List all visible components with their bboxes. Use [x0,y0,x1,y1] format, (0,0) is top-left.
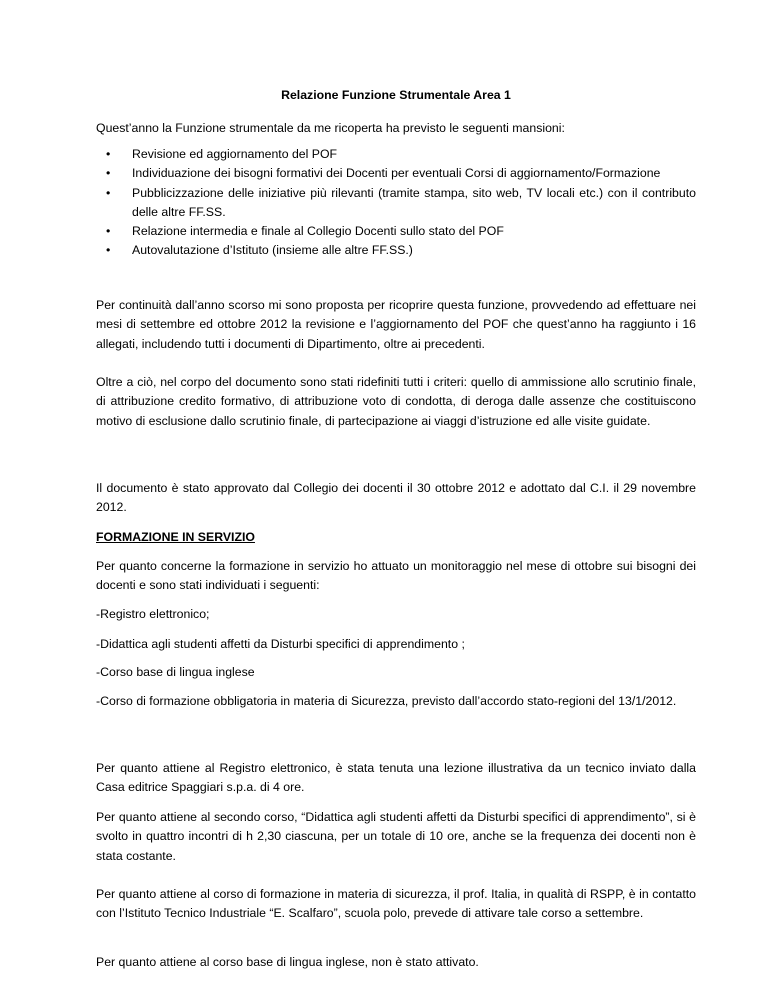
paragraph-sicurezza: Per quanto attiene al corso di formazione in materia di sicurezza, il prof. Italia, in qualità di RSPP, è in contatto con l’Istituto Tecnico Industriale “E. Scalfaro”, scuola polo, prevede di attivare tale corso a settembre. [96,887,696,921]
bullet-icon: • [106,166,111,181]
document-title: Relazione Funzione Strumentale Area 1 [281,88,511,102]
need-item: -Didattica agli studenti affetti da Disturbi specifici di apprendimento ; [96,637,465,651]
list-item [96,222,696,241]
bullet-icon: • [106,243,111,258]
task-list [96,145,696,261]
need-item: -Corso base di lingua inglese [96,665,255,679]
list-item-text: Autovalutazione d’Istituto (insieme alle altre FF.SS.) [132,243,413,258]
intro-text: Quest’anno la Funzione strumentale da me ricoperta ha previsto le seguenti mansioni: [96,121,565,135]
paragraph-training-intro: Per quanto concerne la formazione in servizio ho attuato un monitoraggio nel mese di ottobre sui bisogni dei docenti e sono stati individuati i seguenti: [96,559,696,593]
paragraph-didattica: Per quanto attiene al secondo corso, “Didattica agli studenti affetti da Disturbi specifici di apprendimento”, si è svolto in quattro incontri di h 2,30 ciascuna, per un totale di 10 ore, anche se la frequenza dei docenti non è stata costante. [96,810,696,863]
list-item [96,145,696,164]
paragraph-continuity: Per continuità dall’anno scorso mi sono proposta per ricoprire questa funzione, provvedendo ad effettuare nei mesi di settembre ed ottobre 2012 la revisione e l’aggiornamento del POF che quest’anno ha raggiunto i 16 allegati, includendo tutti i documenti di Dipartimento, oltre ai precedenti. [96,298,696,351]
list-item [96,184,696,223]
bullet-icon: • [106,224,111,239]
list-item [96,241,696,260]
need-item: -Corso di formazione obbligatoria in materia di Sicurezza, previsto dall’accordo stato-regioni del 13/1/2012. [96,694,677,708]
list-item-text: Individuazione dei bisogni formativi dei Docenti per eventuali Corsi di aggiornamento/Formazione [132,166,661,181]
paragraph-inglese: Per quanto attiene al corso base di lingua inglese, non è stato attivato. [96,955,479,969]
paragraph-registro: Per quanto attiene al Registro elettronico, è stata tenuta una lezione illustrativa da un tecnico inviato dalla Casa editrice Spaggiari s.p.a. di 4 ore. [96,761,696,795]
section-heading: FORMAZIONE IN SERVIZIO [96,530,255,544]
paragraph-criteria: Oltre a ciò, nel corpo del documento sono stati ridefiniti tutti i criteri: quello di ammissione allo scrutinio finale, di attribuzione credito formativo, di attribuzione voto di condotta, di deroga dalle assenze che costituiscono motivo di esclusione dallo scrutinio finale, di partecipazione ai viaggi d’istruzione ed alle visite guidate. [96,375,696,428]
bullet-icon: • [106,147,111,161]
list-item-text: Relazione intermedia e finale al Collegio Docenti sullo stato del POF [132,224,504,239]
need-item: -Registro elettronico; [96,607,210,621]
paragraph-approval: Il documento è stato approvato dal Collegio dei docenti il 30 ottobre 2012 e adottato dal C.I. il 29 novembre 2012. [96,481,696,515]
bullet-icon: • [106,185,111,200]
list-item [96,164,696,183]
list-item-text: Pubblicizzazione delle iniziative più rilevanti (tramite stampa, sito web, TV locali etc.) con il contributo delle altre FF.SS. [132,185,696,219]
list-item-text: Revisione ed aggiornamento del POF [132,147,338,161]
